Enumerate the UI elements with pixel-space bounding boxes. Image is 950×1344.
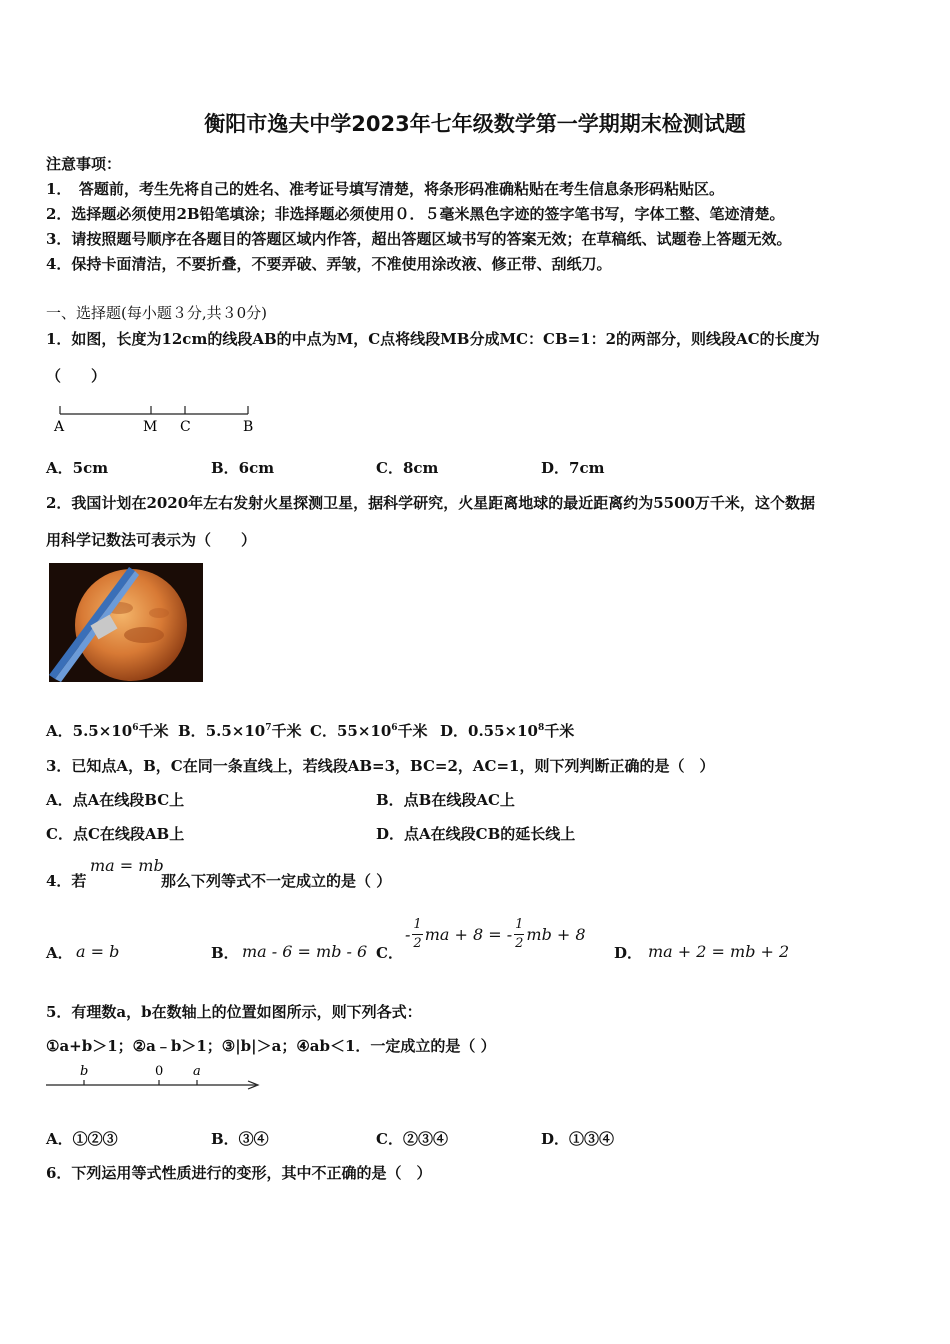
q2-option-d-unit: 千米 [544, 722, 575, 740]
q4-option-c-letter: C． [376, 944, 403, 962]
q6-text: 6．下列运用等式性质进行的变形，其中不正确的是（ ） [46, 1164, 432, 1182]
q2-option-d-letter: D． [440, 722, 469, 740]
q4-option-b-letter: B． [211, 944, 239, 962]
q4-option-d-expr: ma + 2 = mb + 2 [648, 942, 790, 961]
q2-option-c-letter: C． [310, 722, 337, 740]
q1-option-a: A．5cm [46, 459, 109, 477]
q5-option-b: B．③④ [211, 1130, 269, 1148]
q1-label-b: B [243, 419, 254, 435]
q1-option-c: C．8cm [376, 459, 439, 477]
q1-label-c: C [180, 419, 191, 435]
page-title: 衡阳市逸夫中学2023年七年级数学第一学期期末检测试题 [204, 112, 746, 136]
q1-segment-figure [46, 398, 266, 438]
q5-option-a: A．①②③ [46, 1130, 118, 1148]
mars-satellite-image [49, 563, 203, 682]
q2-option-d-mantissa: 0.55×10 [468, 722, 538, 740]
q1-option-d: D．7cm [541, 459, 605, 477]
q2-option-b-mantissa: 5.5×10 [205, 722, 266, 740]
q4-suffix: 那么下列等式不一定成立的是（ ） [161, 872, 392, 890]
notes-heading: 注意事项： [46, 155, 122, 173]
q3-text: 3．已知点A，B，C在同一条直线上，若线段AB=3，BC=2，AC=1，则下列判断正确的是（ ） [46, 757, 715, 775]
note-item-1: 1． 答题前，考生先将自己的姓名、准考证号填写清楚，将条形码准确粘贴在考生信息条形码粘贴区。 [46, 180, 724, 198]
q3-option-a: A．点A在线段BC上 [46, 791, 185, 809]
q4-option-a-expr: a = b [76, 942, 120, 961]
section-heading: 一、选择题(每小题３分,共３0分) [46, 304, 268, 322]
q2-option-c [310, 720, 428, 741]
q2-option-a-unit: 千米 [138, 722, 169, 740]
q5-number-line [44, 1060, 266, 1096]
q4-option-c-sign: - [405, 925, 411, 944]
note-item-4: 4．保持卡面清洁，不要折叠，不要弄破、弄皱，不准使用涂改液、修正带、刮纸刀。 [46, 255, 612, 273]
q4-option-c-fraction-1: $\frac{1}{2}$ [413, 917, 422, 951]
q5-label-a: a [193, 1064, 201, 1079]
q5-option-d: D．①③④ [541, 1130, 615, 1148]
q5-label-b: b [80, 1064, 89, 1079]
q5-label-zero: 0 [155, 1064, 164, 1079]
q1-text-line1: 1．如图，长度为12cm的线段AB的中点为M，C点将线段MB分成MC：CB=1：2的两部分，则线段AC的长度为 [46, 330, 820, 348]
q2-option-a-mantissa: 5.5×10 [72, 722, 133, 740]
q2-option-d-exponent: 8 [538, 723, 545, 733]
q5-option-c: C．②③④ [376, 1130, 448, 1148]
q2-option-b-unit: 千米 [271, 722, 302, 740]
q2-text-line1: 2．我国计划在2020年左右发射火星探测卫星，据科学研究，火星距离地球的最近距离约为5500万千米，这个数据 [46, 494, 815, 512]
q1-text-line2: （ ） [46, 367, 107, 385]
q2-option-c-unit: 千米 [397, 722, 428, 740]
q4-option-c-expr [405, 916, 586, 953]
q3-option-c: C．点C在线段AB上 [46, 825, 185, 843]
q1-option-b: B．6cm [211, 459, 275, 477]
note-item-2: 2．选择题必须使用2B铅笔填涂；非选择题必须使用０．５毫米黑色字迹的签字笔书写，字体工整、笔迹清楚。 [46, 205, 785, 223]
q2-option-b-exponent: 7 [265, 723, 272, 733]
q4-option-d-letter: D． [614, 944, 643, 962]
q2-option-b [178, 720, 302, 741]
q2-option-d [440, 720, 574, 741]
q3-option-d: D．点A在线段CB的延长线上 [376, 825, 576, 843]
q2-text-line2: 用科学记数法可表示为（ ） [46, 531, 257, 549]
q5-text-line2: ①a+b＞1；②a﹣b＞1；③|b|＞a；④ab＜1．一定成立的是（ ） [46, 1037, 496, 1055]
q1-label-a: A [54, 419, 65, 435]
q3-option-b: B．点B在线段AC上 [376, 791, 515, 809]
q4-option-c-lhs: ma + 8 = - [424, 925, 513, 944]
q4-option-b-expr: ma - 6 = mb - 6 [242, 942, 368, 961]
q4-option-a-letter: A． [46, 944, 73, 962]
q1-label-m: M [143, 419, 158, 435]
q2-option-a-exponent: 6 [132, 723, 139, 733]
q2-option-c-exponent: 6 [391, 723, 398, 733]
q4-option-c-fraction-2: $\frac{1}{2}$ [515, 917, 524, 951]
q5-text-line1: 5．有理数a，b在数轴上的位置如图所示，则下列各式： [46, 1003, 422, 1021]
q2-option-c-mantissa: 55×10 [336, 722, 392, 740]
note-item-3: 3．请按照题号顺序在各题目的答题区域内作答，超出答题区域书写的答案无效；在草稿纸、试题卷上答题无效。 [46, 230, 792, 248]
q4-formula: ma = mb [90, 856, 164, 875]
q2-option-a-letter: A． [46, 722, 73, 740]
q2-option-a [46, 720, 168, 741]
q2-option-b-letter: B． [178, 722, 206, 740]
q4-option-c-rhs: mb + 8 [526, 925, 586, 944]
q4-prefix: 4．若 [46, 872, 87, 890]
